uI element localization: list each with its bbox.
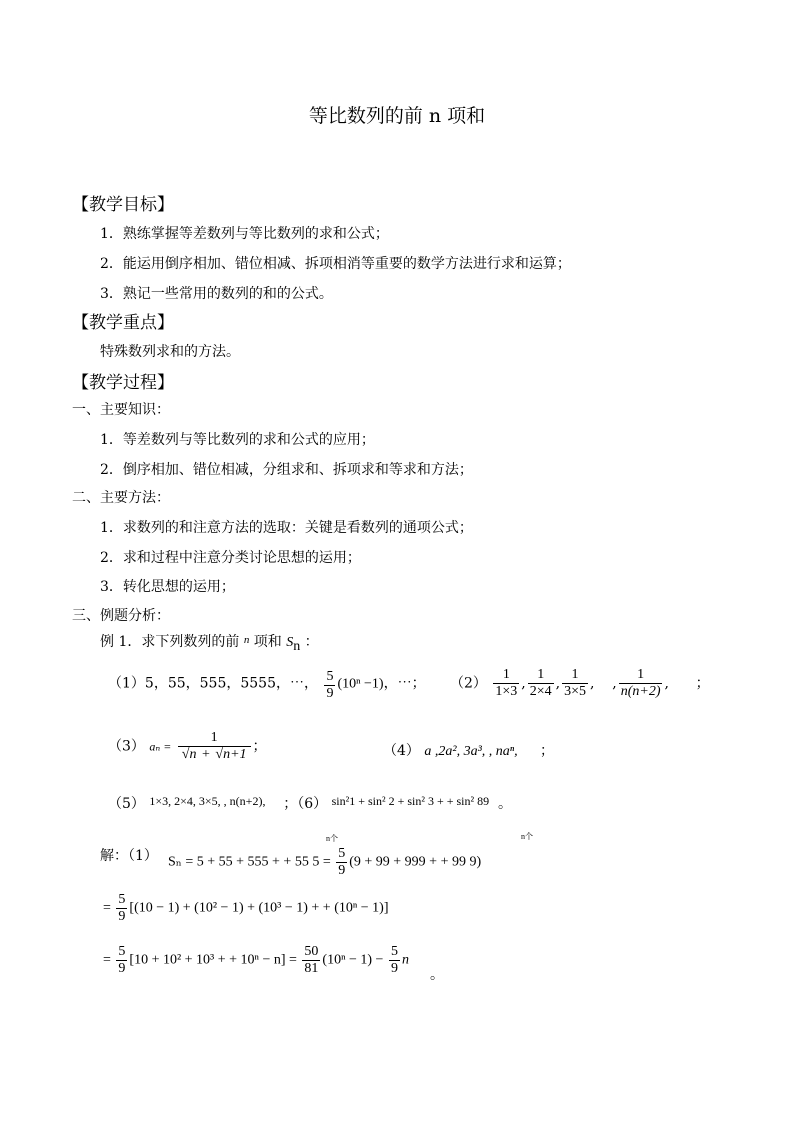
fraction <box>178 730 251 763</box>
solution-expr: [10 + 10² + 10³ + + 10ⁿ − n] = <box>129 952 297 968</box>
problem-seq: sin²1 + sin² 2 + sin² 3 + + sin² 89 <box>331 794 490 808</box>
equals-sign: = <box>103 952 111 968</box>
problem-tail: ，⋯； <box>383 675 426 692</box>
intro-var-s: S <box>286 635 294 650</box>
numerator: 1 <box>619 667 663 684</box>
brace-label: n个 <box>326 834 338 843</box>
numerator: 50 <box>304 944 319 959</box>
denominator: 2×4 <box>529 684 552 699</box>
denominator: 1×3 <box>495 684 518 699</box>
problem-label: （4） <box>383 743 420 759</box>
problem-seq: 1×3, 2×4, 3×5, , n(n+2), <box>149 794 266 808</box>
problem-expr: (10ⁿ −1) <box>337 676 384 692</box>
numerator: 5 <box>338 846 346 861</box>
fraction <box>116 892 127 925</box>
equals-sign: = <box>103 900 111 916</box>
problem-label: （5） <box>108 796 145 812</box>
numerator: 5 <box>118 892 126 907</box>
problem-tail: ； <box>695 675 710 692</box>
brace-label: n个 <box>521 832 533 841</box>
list-item: 3．转化思想的运用； <box>100 579 235 595</box>
var-n: n <box>401 952 409 968</box>
problem-tail: 。 <box>498 796 513 812</box>
objective-item: 2．能运用倒序相加、错位相减、拆项相消等重要的数学方法进行求和运算； <box>100 256 571 272</box>
fraction <box>562 667 588 700</box>
intro-var-n: n <box>243 634 250 646</box>
problem-1 <box>108 667 426 700</box>
denominator <box>178 747 251 763</box>
numerator: 5 <box>390 944 398 959</box>
solution-expr: [(10 − 1) + (10² − 1) + (10³ − 1) + + (10ⁿ − 1)] <box>129 900 389 916</box>
problem-2: （2） $\frac{1}{1\times 3}$ , $\frac{1}{2\times 4}$ , $\frac{1}{3\times 5}$ , , $\frac{1}{n(n+2)}$ , ； <box>450 667 710 699</box>
fraction <box>389 944 400 977</box>
list-item: 2．倒序相加、错位相减，分组求和、拆项求和等求和方法； <box>100 462 473 478</box>
solution-line-3 <box>103 944 409 977</box>
problem-3 <box>108 730 267 763</box>
problem-label: （3） <box>108 738 145 755</box>
solution-end: 。 <box>430 967 444 983</box>
solution-expr: (10ⁿ − 1) − <box>322 952 384 968</box>
fraction <box>619 667 663 700</box>
numerator: 1 <box>178 730 251 747</box>
objective-item: 1．熟练掌握等差数列与等比数列的求和公式； <box>100 226 389 242</box>
problem-seq: 5，55，555，5555，⋯， <box>144 675 318 692</box>
page-title: 等比数列的前 n 项和 <box>308 105 486 127</box>
numerator: 1 <box>562 667 588 684</box>
solution-line-2 <box>103 892 389 925</box>
fraction <box>493 667 519 700</box>
section-title: 二、主要方法： <box>72 490 170 506</box>
list-item: 1．求数列的和注意方法的选取：关键是看数列的通项公式； <box>100 520 473 536</box>
fraction <box>528 667 554 700</box>
numerator: 1 <box>493 667 519 684</box>
denominator: 81 <box>304 961 319 976</box>
sqrt-term: √n <box>181 747 197 762</box>
denominator: 9 <box>118 961 126 976</box>
problem-4 <box>383 740 554 760</box>
intro-text: 例 1．求下列数列的前 <box>100 634 240 650</box>
section-title: 一、主要知识： <box>72 402 170 418</box>
objective-item: 3．熟记一些常用的数列的和的公式。 <box>100 286 333 302</box>
keypoints-heading: 【教学重点】 <box>72 313 174 333</box>
denominator: n(n+2) <box>620 684 661 699</box>
denominator: 3×5 <box>564 684 586 699</box>
fraction <box>324 669 335 702</box>
problem-tail: ； <box>252 738 267 755</box>
problem-tail: ； <box>539 743 554 759</box>
numerator: 1 <box>528 667 554 684</box>
solution-line-1 <box>168 846 481 879</box>
section-title: 三、例题分析： <box>72 608 170 624</box>
solution-label: 解：（1） <box>100 848 158 864</box>
denominator: 9 <box>326 686 334 701</box>
numerator: 5 <box>118 944 126 959</box>
list-item: 2．求和过程中注意分类讨论思想的运用； <box>100 550 361 566</box>
problem-label: （1） <box>108 675 145 692</box>
problem-seq: a ,2a², 3a³, , naⁿ, <box>424 744 518 759</box>
list-item: 1．等差数列与等比数列的求和公式的应用； <box>100 432 375 448</box>
problem-sep: ；（6） <box>283 796 328 812</box>
problem-5-6 <box>108 793 512 813</box>
intro-text: ： <box>304 634 319 650</box>
denominator: 9 <box>390 961 398 976</box>
problem-label: （2） <box>450 675 487 692</box>
process-heading: 【教学过程】 <box>72 373 174 393</box>
problem-lhs: aₙ = <box>149 739 172 754</box>
keypoints-text: 特殊数列求和的方法。 <box>100 344 240 360</box>
fraction <box>116 944 127 977</box>
objectives-heading: 【教学目标】 <box>72 195 174 215</box>
sqrt-term: √n+1 <box>215 747 247 762</box>
plus-sign: + <box>198 747 214 762</box>
denominator: 9 <box>118 909 126 924</box>
fraction <box>302 944 320 977</box>
numerator: 5 <box>326 669 334 684</box>
intro-sub: n <box>293 638 301 654</box>
fraction <box>336 846 347 879</box>
solution-expr: (9 + 99 + 999 + + 99 9) <box>349 854 482 870</box>
intro-text: 项和 <box>253 634 282 650</box>
denominator: 9 <box>338 863 346 878</box>
solution-expr: Sₙ = 5 + 55 + 555 + + 55 5 = <box>168 854 331 870</box>
example-intro <box>100 631 319 655</box>
